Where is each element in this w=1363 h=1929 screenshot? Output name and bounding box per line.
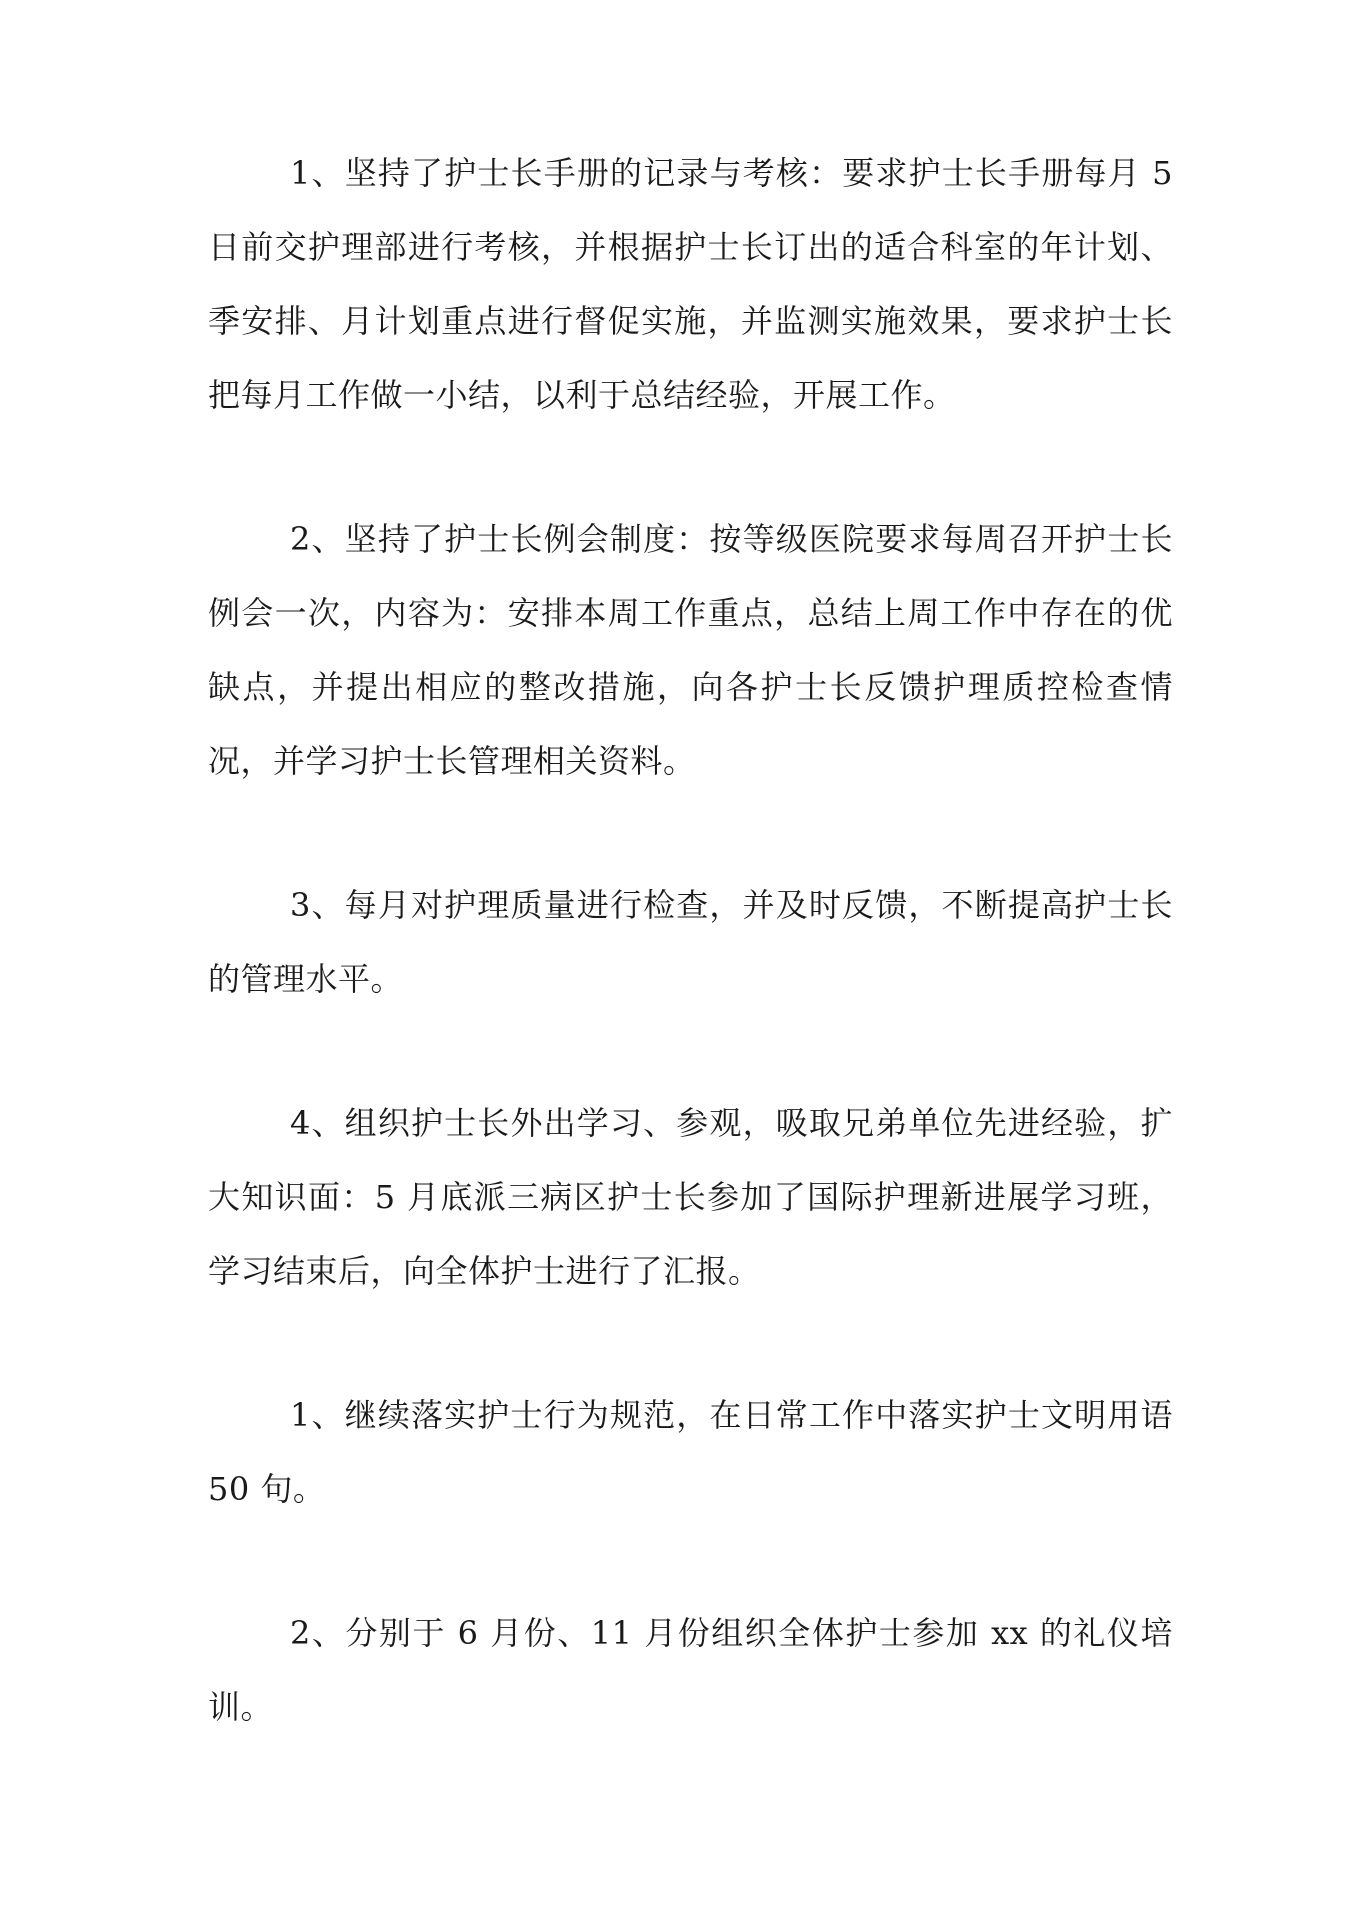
paragraph-5: 1、继续落实护士行为规范，在日常工作中落实护士文明用语 50 句。 <box>208 1396 1173 1508</box>
paragraph-3: 3、每月对护理质量进行检查，并及时反馈，不断提高护士长的管理水平。 <box>208 886 1173 998</box>
paragraph-2: 2、坚持了护士长例会制度：按等级医院要求每周召开护士长例会一次，内容为：安排本周工作重点，总结上周工作中存在的优缺点，并提出相应的整改措施，向各护士长反馈护理质控检查情况，并学习护士长管理相关资料。 <box>208 520 1173 780</box>
paragraph-1: 1、坚持了护士长手册的记录与考核：要求护士长手册每月 5 日前交护理部进行考核，并根据护士长订出的适合科室的年计划、季安排、月计划重点进行督促实施，并监测实施效果，要求护士长把每月工作做一小结，以利于总结经验，开展工作。 <box>208 154 1173 414</box>
paragraph-4: 4、组织护士长外出学习、参观，吸取兄弟单位先进经验，扩大知识面：5 月底派三病区护士长参加了国际护理新进展学习班，学习结束后，向全体护士进行了汇报。 <box>208 1104 1173 1290</box>
document-body <box>208 136 1173 1814</box>
paragraph-6: 2、分别于 6 月份、11 月份组织全体护士参加 xx 的礼仪培训。 <box>208 1614 1173 1726</box>
